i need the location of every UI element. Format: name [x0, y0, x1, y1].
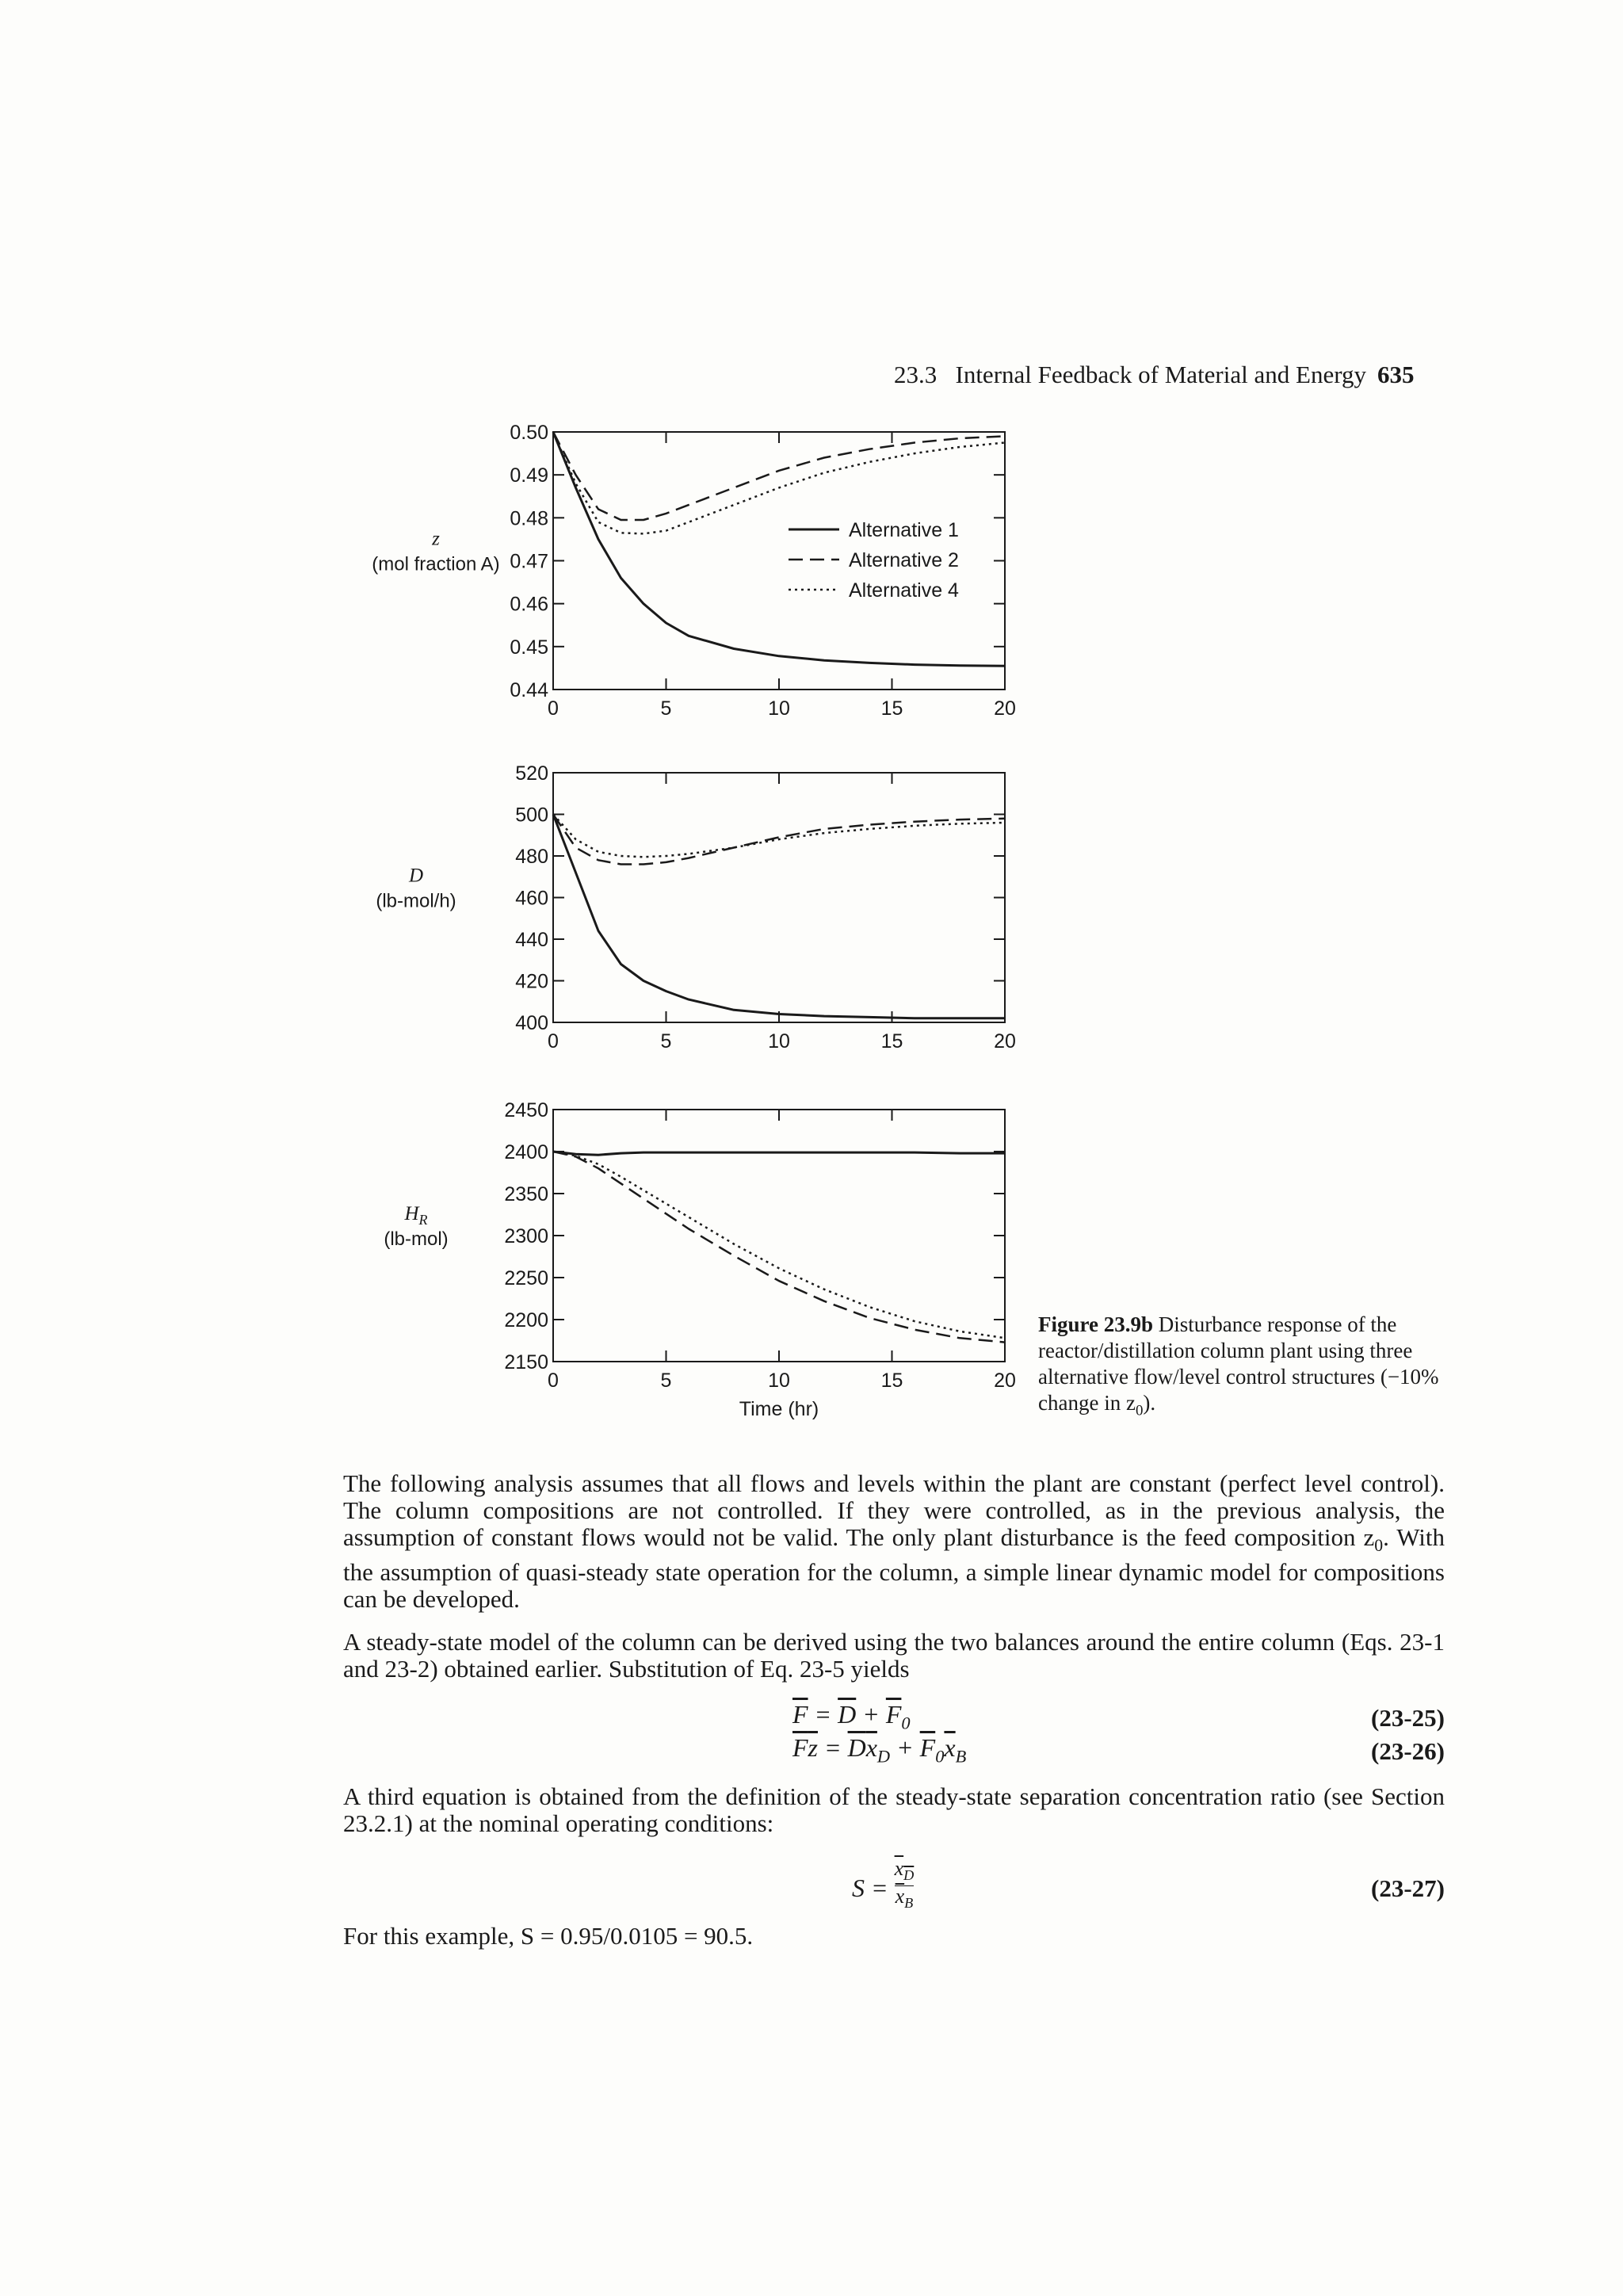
x-tick-label: 0 [548, 697, 559, 720]
y-axis-variable-sub: R [418, 1212, 428, 1228]
legend-label-3: Alternative 4 [849, 579, 959, 602]
example-value: For this example, S = 0.95/0.0105 = 90.5. [343, 1922, 754, 1950]
paragraph-3: A third equation is obtained from the definition of the steady-state separation concentration ratio (see Section 23.2.1) at the nominal operating conditions: [343, 1782, 1445, 1837]
y-tick-label: 0.44 [510, 679, 548, 701]
y-axis-variable: $H_R$ [404, 1203, 428, 1228]
series-line-2 [553, 432, 1005, 520]
legend-label-2: Alternative 2 [849, 549, 959, 571]
p1-text-b: . With the assumption of quasi-steady state operation for the column, a simple linear dynamic model for compositions can be developed. [343, 1523, 1445, 1614]
p1-sub: 0 [1374, 1536, 1384, 1556]
caption-sub: 0 [1135, 1402, 1144, 1419]
x-tick-label: 10 [768, 1370, 790, 1392]
eq-number-23-27: (23-27) [1371, 1874, 1445, 1902]
y-axis-units: (lb-mol/h) [376, 890, 456, 912]
paragraph-2: A steady-state model of the column can be derived using the two balances around the entire column (Eqs. 23-1 and 23-2) obtained earlier. Substitution of Eq. 23-5 yields [343, 1628, 1445, 1683]
y-tick-label: 420 [515, 970, 548, 993]
y-tick-label: 0.49 [510, 464, 548, 487]
x-tick-label: 0 [548, 1370, 559, 1392]
x-tick-label: 10 [768, 1030, 790, 1052]
y-axis-variable: D [408, 865, 424, 887]
x-tick-label: 15 [880, 697, 903, 720]
p1-text-a: The following analysis assumes that all flows and levels within the plant are constant (perfect level control). The column compositions are not controlled. If they were controlled, as in the previous analysis, the assumption of constant flows would not be valid. The only plant disturbance is the feed composition z [343, 1469, 1445, 1551]
x-tick-label: 0 [548, 1030, 559, 1052]
series-line-1 [553, 815, 1005, 1018]
x-tick-label: 15 [880, 1370, 903, 1392]
page-number: 635 [1377, 361, 1415, 388]
x-tick-label: 5 [660, 697, 672, 720]
paragraph-1 [343, 1470, 1445, 1613]
figure-label: Figure 23.9b [1038, 1312, 1154, 1336]
y-tick-label: 460 [515, 887, 548, 910]
y-tick-label: 0.48 [510, 507, 548, 530]
eq-number-23-26: (23-26) [1371, 1737, 1445, 1765]
caption-end: ). [1143, 1391, 1156, 1415]
chart-2 [376, 762, 1016, 1052]
series-line-2 [553, 1152, 1005, 1343]
y-tick-label: 0.45 [510, 636, 548, 659]
plot-frame [553, 773, 1005, 1022]
caption-text: Disturbance response of the reactor/distillation column plant using three alternative flow/level control structures (−10% change in z [1038, 1312, 1439, 1415]
y-axis-variable: z [432, 528, 440, 550]
y-tick-label: 2150 [504, 1351, 548, 1373]
x-tick-label: 20 [994, 1370, 1016, 1392]
section-number: 23.3 [894, 361, 938, 388]
y-tick-label: 440 [515, 929, 548, 951]
x-tick-label: 20 [994, 1030, 1016, 1052]
y-axis-units: (lb-mol) [384, 1228, 449, 1250]
x-tick-label: 10 [768, 697, 790, 720]
y-tick-label: 500 [515, 804, 548, 827]
y-tick-label: 2250 [504, 1267, 548, 1289]
chart-1 [372, 422, 1016, 720]
x-tick-label: 5 [660, 1030, 672, 1052]
y-tick-label: 400 [515, 1012, 548, 1034]
x-axis-label: Time (hr) [739, 1398, 819, 1420]
y-tick-label: 0.46 [510, 593, 548, 616]
x-tick-label: 20 [994, 697, 1016, 720]
x-tick-label: 5 [660, 1370, 672, 1392]
eq-number-23-25: (23-25) [1371, 1704, 1445, 1732]
y-tick-label: 2400 [504, 1141, 548, 1163]
y-tick-label: 520 [515, 762, 548, 785]
plot-frame [553, 1110, 1005, 1362]
figure-caption [1038, 1312, 1450, 1423]
equation-23-25: $\overline{F} = \overline{D} + \overline{F}_0$ [792, 1700, 911, 1733]
equation-23-26: $\overline{F}\overline{z} = \overline{D}\overline{x}_D + \overline{F}_0\overline{x}_B$ [792, 1733, 967, 1767]
y-tick-label: 2450 [504, 1099, 548, 1121]
y-tick-label: 480 [515, 846, 548, 868]
x-tick-label: 15 [880, 1030, 903, 1052]
equation-23-27: S = $\frac{x_D}{\overline{x}_B}$ [852, 1859, 914, 1913]
y-axis-units: (mol fraction A) [372, 553, 500, 575]
y-tick-label: 2300 [504, 1225, 548, 1247]
y-tick-label: 2350 [504, 1183, 548, 1205]
series-line-3 [553, 1152, 1005, 1338]
y-tick-label: 0.47 [510, 550, 548, 573]
section-title: Internal Feedback of Material and Energy [955, 361, 1366, 388]
y-tick-label: 2200 [504, 1309, 548, 1331]
chart-3 [384, 1099, 1016, 1420]
y-tick-label: 0.50 [510, 422, 548, 444]
legend-label-1: Alternative 1 [849, 519, 959, 541]
series-line-1 [553, 1152, 1005, 1155]
